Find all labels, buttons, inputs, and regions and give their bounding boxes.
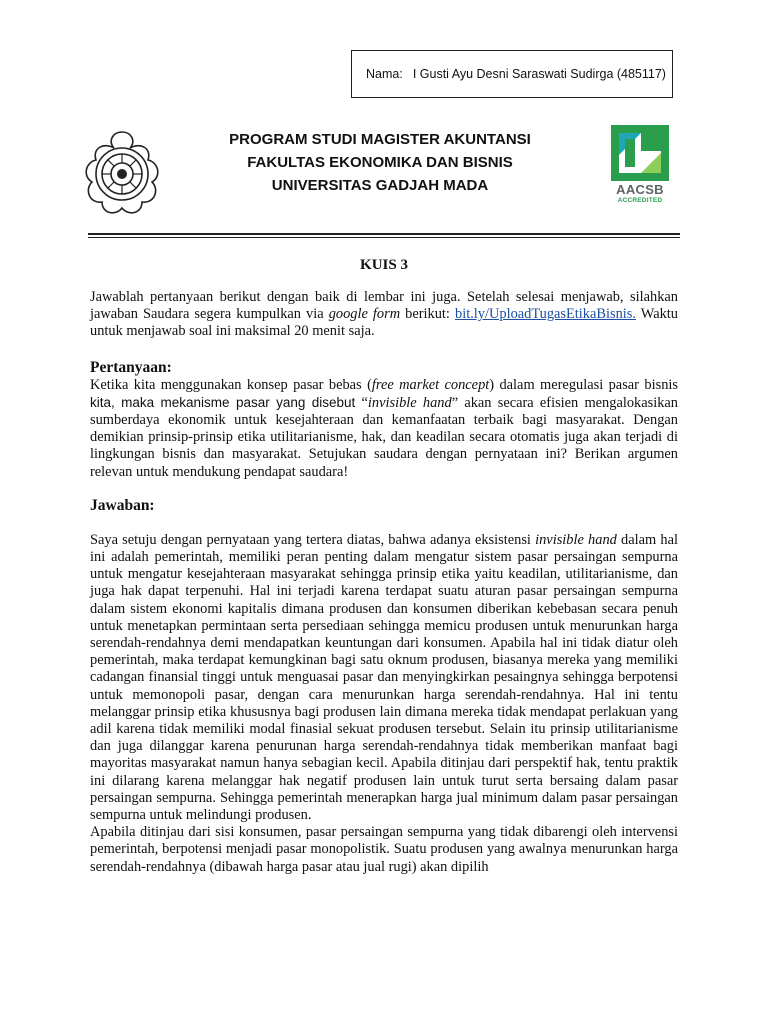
upload-link[interactable]: bit.ly/UploadTugasEtikaBisnis. bbox=[455, 306, 636, 323]
ugm-seal-logo bbox=[78, 128, 166, 218]
answer-paragraph-1: Saya setuju dengan pernyataan yang tertera diatas, bahwa adanya eksistensi invisible hand dalam hal ini adalah pemerintah, memiliki peran penting dalam mengatur sistem pasar persaingan sempurna untuk mengatur kesejahteraan masyarakat sehingga prinsip etika yaitu keadilan, utilitarianisme, dan juga hak dapat terpenuhi. Hal ini terjadi karena terdapat suatu aturan pasar persaingan sempurna dalam sistem ekonomi kapitalis dimana produsen dan konsumen diberikan kebebasan secara penuh untuk menetapkan permintaan serta persediaan sehingga memicu produsen untuk menurunkan harga serendah-rendahnya demi mendapatkan keuntungan dari konsumen. Apabila hal ini tidak diatur oleh pemerintah, maka terdapat kemungkinan bagi satu oknum produsen, biasanya mereka yang memiliki cadangan finansial tinggi untuk menguasai pasar dan menyingkirkan pesaingnya sehingga berpotensi untuk memonopoli pasar, dengan cara menurunkan harga serendah-rendahnya. Hal ini tentu melanggar prinsip etika khususnya bagi produsen lain dimana mereka tidak mendapat perlakuan yang adil karena tidak memiliki modal finasial sekuat produsen tersebut. Selain itu prinsip utilitarianisme dan juga dilanggar karena penurunan harga serendah-rendahnya tidak memberikan manfaat bagi mayoritas masyarakat namun hanya sebagian kecil. Apabila ditinjau dari perspektif hak, tentu praktik ini dilarang karena melanggar hak negatif produsen lain untuk turut serta bersaing dalam pasar persaingan sempurna. Sehingga pemerintah menerapkan harga jual minimum dalam pasar persaingan sempurna untuk melindungi produsen. bbox=[90, 531, 678, 824]
question-paragraph: Ketika kita menggunakan konsep pasar bebas (free market concept) dalam meregulasi pasar bisnis kita, maka mekanisme pasar yang disebut “invisible hand” akan secara efisien mengalokasikan sumberdaya ekonomik untuk kesejahteraan dan kemanfaatan terbaik bagi masyarakat. Dengan demikian prinsip-prinsip etika utilitarianisme, hak, dan keadilan secara otomatis juga akan terjadi di lingkungan bisnis dan masyarakat. Setujukan saudara dengan pernyataan ini? Berikan argumen relevan untuk mendukung pendapat saudara! bbox=[90, 376, 678, 480]
faculty-title: FAKULTAS EKONOMIKA DAN BISNIS bbox=[247, 154, 513, 171]
name-label: Nama: bbox=[366, 67, 403, 81]
header-divider-thin bbox=[88, 237, 680, 238]
aacsb-wordmark bbox=[611, 183, 669, 204]
document-body bbox=[90, 289, 678, 876]
answer-heading: Jawaban: bbox=[90, 496, 155, 514]
university-title: UNIVERSITAS GADJAH MADA bbox=[271, 177, 489, 194]
question-heading: Pertanyaan: bbox=[90, 358, 172, 376]
header-divider-thick bbox=[88, 233, 680, 235]
student-name-box bbox=[351, 50, 673, 98]
aacsb-sub-text: ACCREDITED bbox=[617, 197, 663, 204]
institution-header bbox=[168, 128, 592, 197]
google-form-text: google form bbox=[328, 306, 401, 323]
aacsb-main-text: AACSB bbox=[616, 182, 664, 197]
name-value: I Gusti Ayu Desni Saraswati Sudirga (485117) bbox=[412, 67, 666, 81]
answer-paragraph-2: Apabila ditinjau dari sisi konsumen, pasar persaingan sempurna yang tidak dibarengi oleh intervensi pemerintah, berpotensi menjadi pasar monopolistik. Suatu produsen yang awalnya menurunkan harga serendah-rendahnya (dibawah harga pasar atau jual rugi) akan dipilih bbox=[90, 824, 678, 875]
program-title: PROGRAM STUDI MAGISTER AKUNTANSI bbox=[229, 131, 531, 148]
instructions-paragraph: Jawablah pertanyaan berikut dengan baik di lembar ini juga. Setelah selesai menjawab, silahkan jawaban Saudara segera kumpulkan via google form berikut: bit.ly/UploadTugasEtikaBisnis. Waktu untuk menjawab soal ini maksimal 20 menit saja. bbox=[90, 289, 678, 340]
quiz-title: KUIS 3 bbox=[360, 257, 408, 273]
